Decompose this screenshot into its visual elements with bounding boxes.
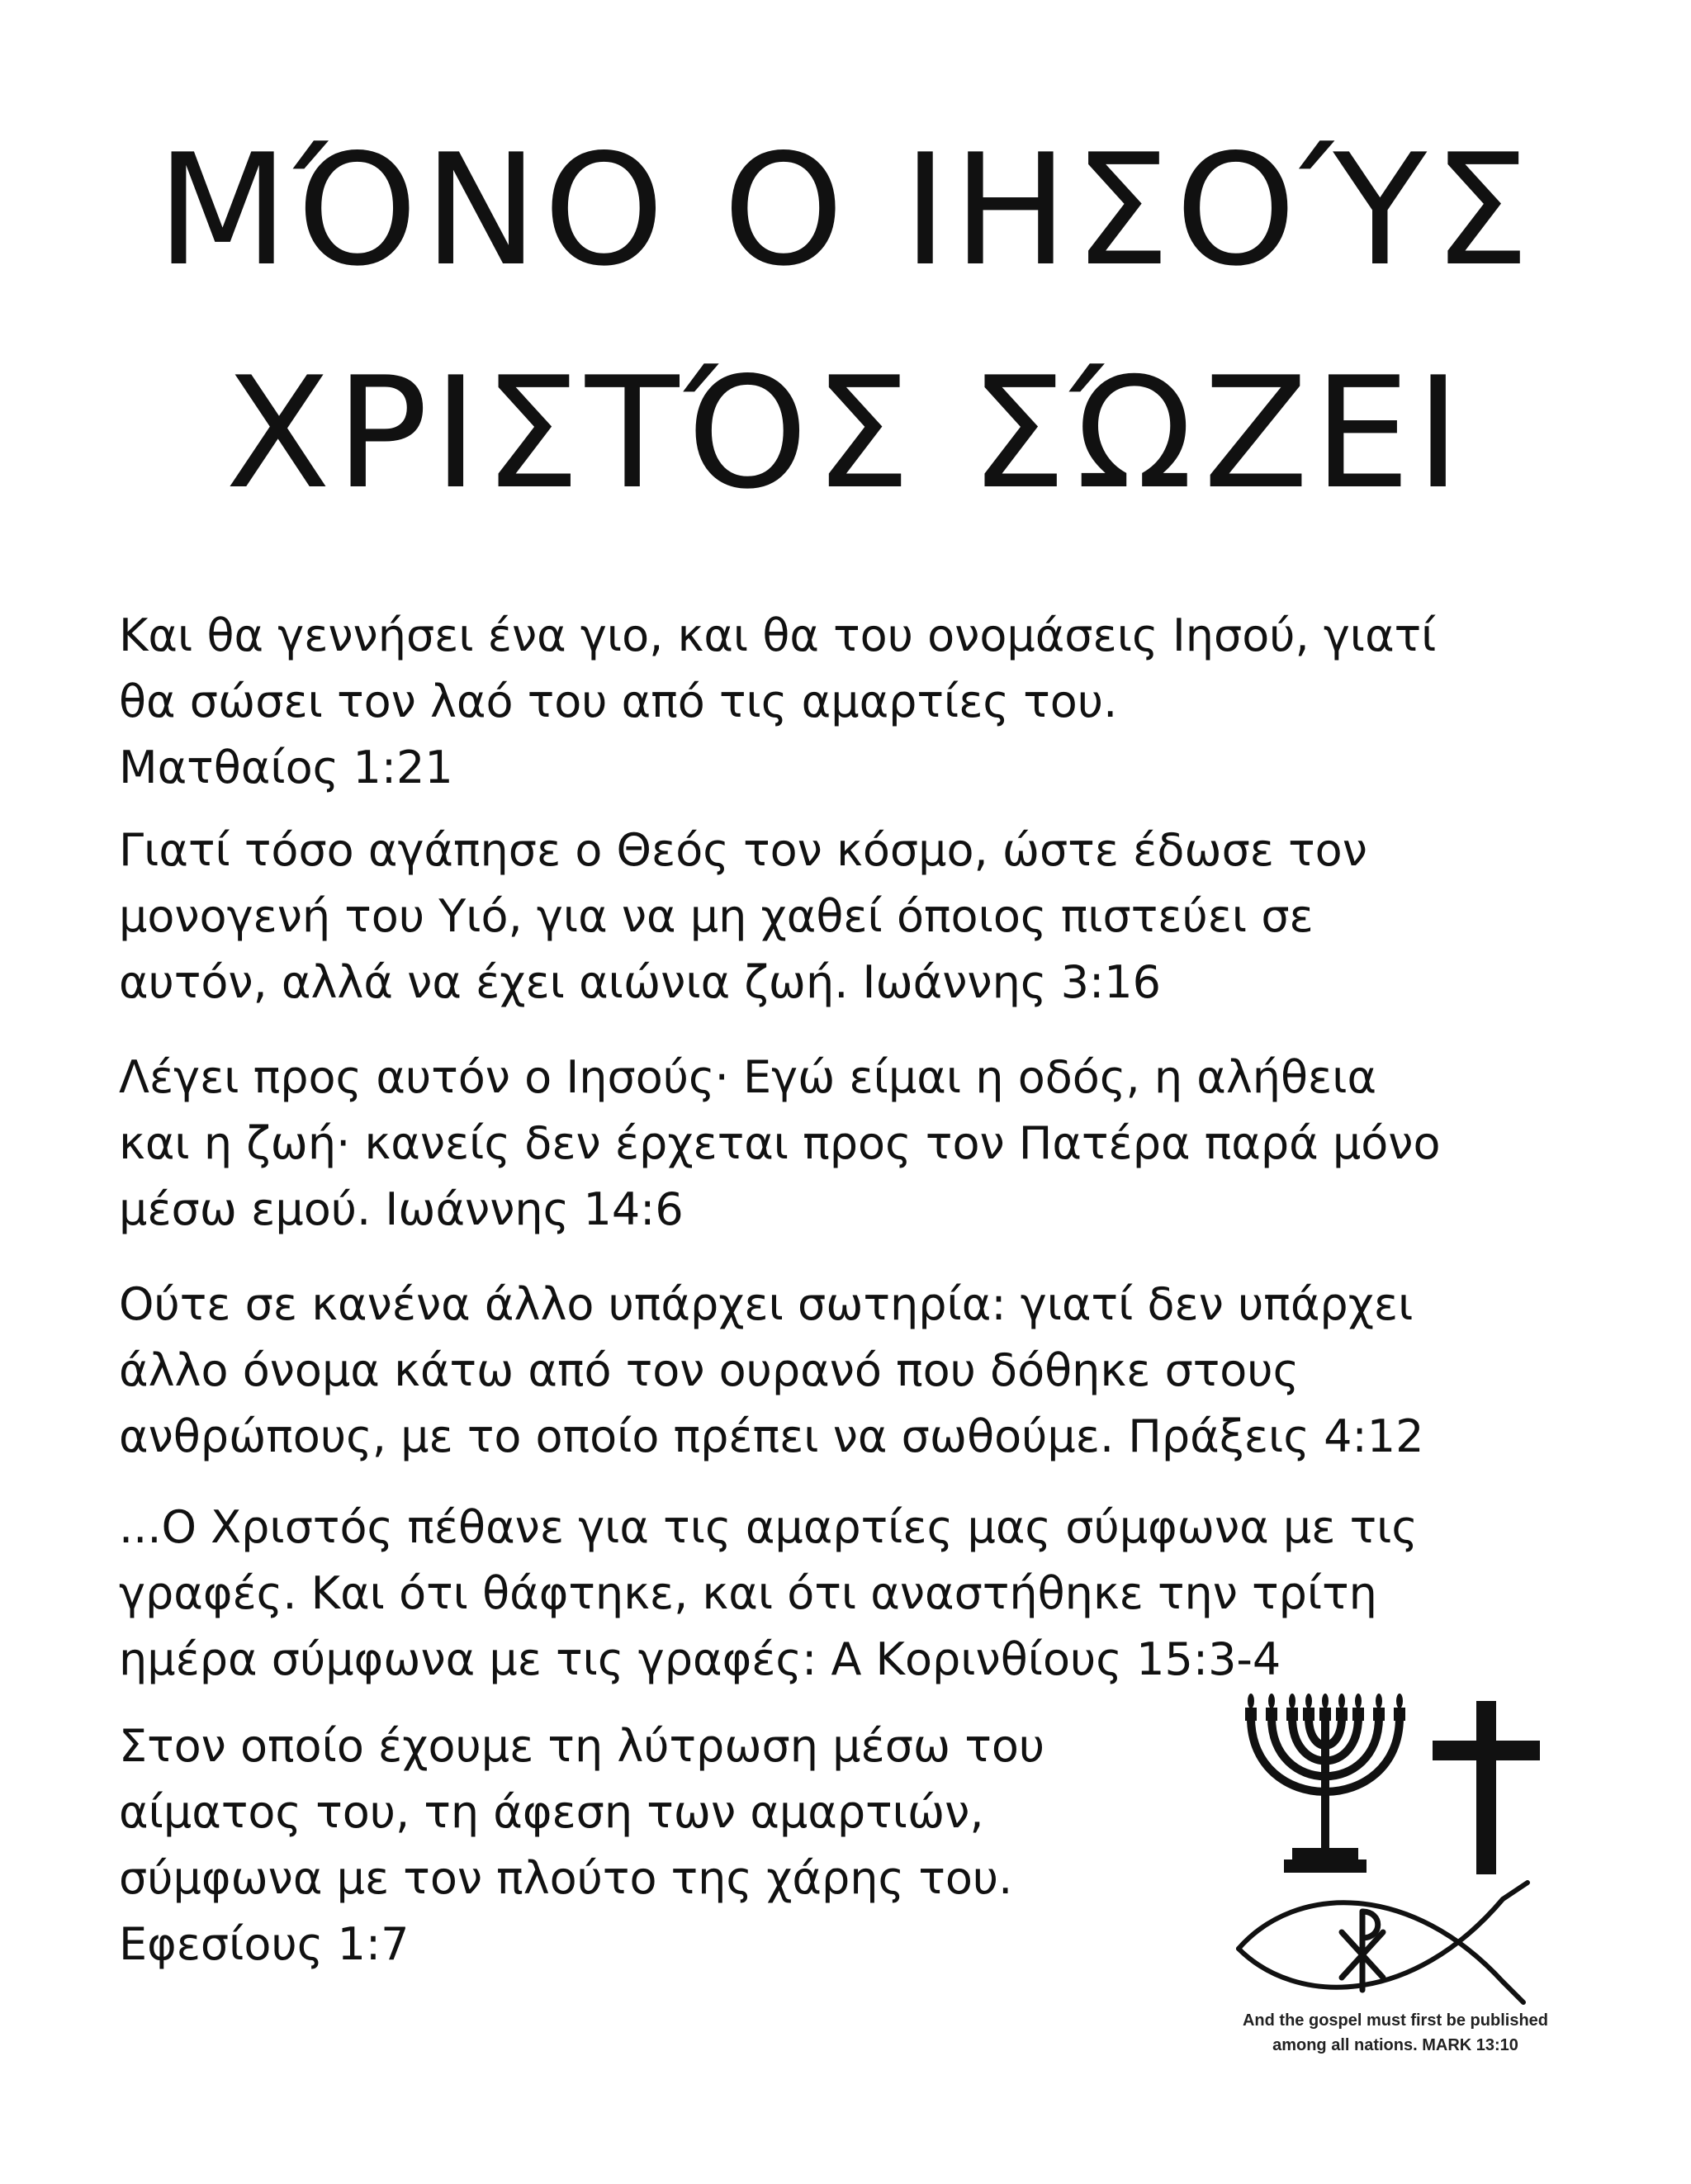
verse-1-corinthians-15-3-4: ...Ο Χριστός πέθανε για τις αμαρτίες μας σύμφωνα με τις γραφές. Και ότι θάφτηκε, και ότι αναστήθηκε την τρίτη ημέρα σύμφωνα με τις γραφές: Α Κορινθίους 15:3-4: [119, 1501, 1419, 1685]
page-title: [0, 99, 1691, 545]
title-line-1: ΜΌΝΟ Ο ΙΗΣΟΎΣ: [156, 121, 1535, 300]
verse-ephesians-1-7: Στον οποίο έχουμε τη λύτρωση μέσω του αίματος του, τη άφεση των αμαρτιών, σύμφωνα με τον πλούτο της χάρης του. Εφεσίους 1:7: [119, 1720, 1045, 1970]
title-line-2: ΧΡΙΣΤΌΣ ΣΏΖΕΙ: [225, 343, 1466, 523]
verse-john-3-16: Γιατί τόσο αγάπησε ο Θεός τον κόσμο, ώστε έδωσε τον μονογενή του Υιό, για να μη χαθεί όποιος πιστεύει σε αυτόν, αλλά να έχει αιώνια ζωή. Ιωάννης 3:16: [119, 824, 1367, 1008]
ichthys-chi-rho-icon: [1230, 1878, 1544, 2011]
menorah-icon: [1239, 1693, 1412, 1878]
verse-matthew-1-21: Και θα γεννήσει ένα γιο, και θα του ονομάσεις Ιησού, γιατί θα σώσει τον λαό του από τις αμαρτίες του. Ματθαίος 1:21: [119, 609, 1437, 794]
verse-acts-4-12: Ούτε σε κανένα άλλο υπάρχει σωτηρία: γιατί δεν υπάρχει άλλο όνομα κάτω από τον ουρανό που δόθηκε στους ανθρώπους, με το οποίο πρέπει να σωθούμε. Πράξεις 4:12: [119, 1278, 1424, 1462]
cross-icon: [1428, 1701, 1544, 1874]
verse-john-14-6: Λέγει προς αυτόν ο Ιησούς· Εγώ είμαι η οδός, η αλήθεια και η ζωή· κανείς δεν έρχεται προς τον Πατέρα παρά μόνο μέσω εμού. Ιωάννης 14:6: [119, 1051, 1441, 1235]
footer-scripture-note: And the gospel must first be published among all nations. MARK 13:10: [1242, 2011, 1549, 2054]
religious-symbols: [1222, 1693, 1569, 2040]
